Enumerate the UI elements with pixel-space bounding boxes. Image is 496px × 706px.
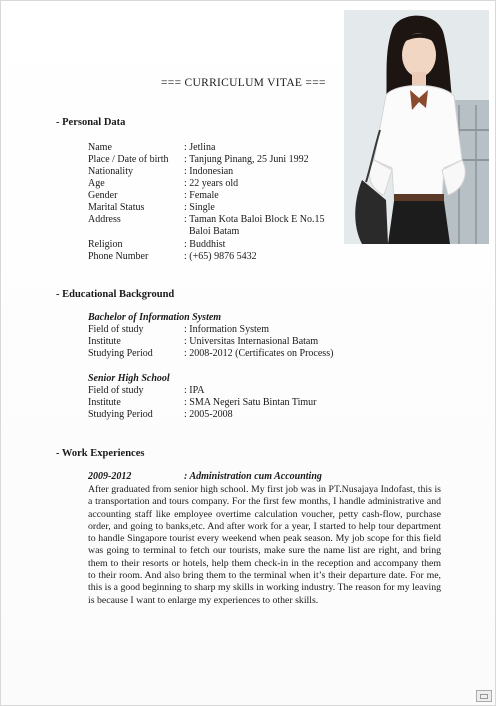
field-value: : Indonesian	[184, 166, 234, 177]
field-value: Baloi Batam	[184, 226, 240, 237]
work-period: 2009-2012	[88, 471, 132, 482]
cv-title: === CURRICULUM VITAE ===	[161, 77, 326, 89]
field-label: Field of study	[88, 385, 144, 396]
field-label: Place / Date of birth	[88, 154, 169, 165]
field-value: : Jetlina	[184, 142, 216, 153]
field-value: : SMA Negeri Satu Bintan Timur	[184, 397, 317, 408]
field-value: : 2005-2008	[184, 409, 233, 420]
work-description: After graduated from senior high school. My first job was in PT.Nusajaya Indofast, this is a transportation and tours company. For the first few months, I handle administrative and accounting staff like employee overtime calculation voucher, petty cash-flow, purchase order, and going to banks,etc. And after work for a year, I started to help tour department to handle Singapore tourist every weekend when peak season. My job scope for this field was going to terminal to fetch our tourists, make sure the name list are right, and bring them to their resorts or hotels, help them check-in in the reception and accompany them to their room. And also bring them to the terminal when it’s their departure date. For me, this is a good beginning to sharp my skills in working industry. The reason for my leaving is because I want to enlarge my experiences to other skills.	[88, 484, 441, 606]
field-label: Religion	[88, 239, 123, 250]
field-value: : 2008-2012 (Certificates on Process)	[184, 348, 334, 359]
person-photo-illustration	[344, 10, 489, 244]
personal-data-heading: - Personal Data	[56, 117, 126, 128]
education-heading: - Educational Background	[56, 289, 175, 300]
highschool-title: Senior High School	[88, 373, 170, 384]
resize-grip-icon[interactable]	[476, 690, 492, 702]
field-label: Age	[88, 178, 105, 189]
field-label: Marital Status	[88, 202, 145, 213]
work-entry-title	[88, 471, 322, 482]
field-value: : Universitas Internasional Batam	[184, 336, 319, 347]
field-label: Field of study	[88, 324, 144, 335]
field-value: : IPA	[184, 385, 205, 396]
field-label: Studying Period	[88, 348, 153, 359]
field-label: Institute	[88, 397, 121, 408]
field-value: : Female	[184, 190, 219, 201]
profile-photo	[344, 10, 489, 244]
field-label: Gender	[88, 190, 118, 201]
field-value: : Buddhist	[184, 239, 226, 250]
field-label: Studying Period	[88, 409, 153, 420]
field-value: : Taman Kota Baloi Block E No.15	[184, 214, 325, 225]
bachelor-title: Bachelor of Information System	[88, 312, 222, 323]
field-value: : Single	[184, 202, 215, 213]
field-value: : Information System	[184, 324, 269, 335]
field-value: : 22 years old	[184, 178, 239, 189]
field-label: Phone Number	[88, 251, 149, 262]
field-value: : (+65) 9876 5432	[184, 251, 257, 262]
field-label: Institute	[88, 336, 121, 347]
field-label: Name	[88, 142, 112, 153]
field-label: Address	[88, 214, 121, 225]
field-value: : Tanjung Pinang, 25 Juni 1992	[184, 154, 309, 165]
field-label: Nationality	[88, 166, 133, 177]
work-heading: - Work Experiences	[56, 448, 145, 459]
work-role: : Administration cum Accounting	[184, 471, 322, 482]
